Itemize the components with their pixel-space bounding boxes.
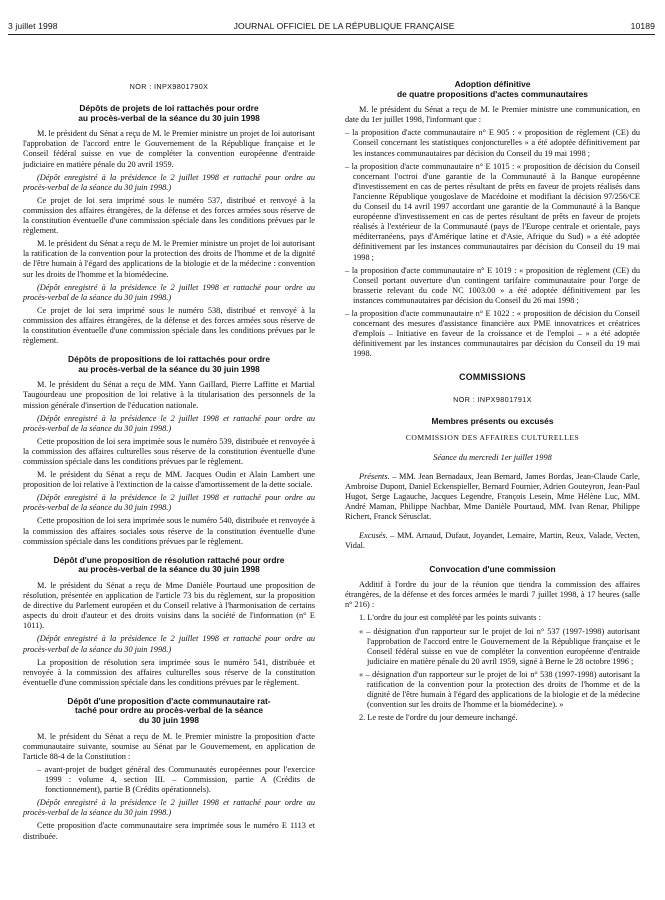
section-commissions (345, 373, 640, 551)
heading-line: du 30 juin 1998 (138, 715, 200, 726)
section-heading (345, 80, 640, 99)
heading-line: Dépôts de projets de loi rattachés pour ordre (79, 103, 259, 114)
header-title: JOURNAL OFFICIEL DE LA RÉPUBLIQUE FRANÇAISE (233, 21, 455, 31)
paragraph: Cette proposition de loi sera imprimée sous le numéro 540, distribuée et renvoyée à la commission des affaires sociales sous réserve de la constitution éventuelle d'une commission spéciale dans les conditions prévues par le règlement. (23, 516, 315, 546)
deposit-note: (Dépôt enregistré à la présidence le 2 juillet 1998 et rattaché pour ordre au procès-verbal de la séance du 30 juin 1998.) (23, 493, 315, 513)
paragraph: M. le président du Sénat a reçu de M. le Premier ministre un projet de loi autorisant l'approbation de l'accord entre le Gouvernement de la République française et le Conseil fédéral suisse en vue de compléter la convention européenne d'entraide judiciaire en matière pénale du 20 avril 1959. (23, 129, 315, 169)
paragraph: Cette proposition d'acte communautaire sera imprimée sous le numéro E 1113 et distribuée. (23, 821, 315, 841)
heading-line: Dépôt d'une proposition d'acte communautaire rat- (67, 695, 271, 706)
paragraph: M. le président du Sénat a reçu de Mme Danièle Pourtaud une proposition de résolution, présentée en application de l'article 73 bis du règlement, sur la proposition de directive du Parlement européen et du Conseil relative à l'harmonisation de certains aspects du droit d'auteur et des droits voisins dans la société de l'information (n° E 1011). (23, 580, 315, 631)
section-heading: Convocation d'une commission (429, 563, 556, 574)
paragraph: La proposition de résolution sera imprimée sous le numéro 541, distribuée et renvoyée à la commission des affaires culturelles sous réserve de la constitution éventuelle d'une commission spéciale dans les conditions prévues par le règlement. (23, 657, 315, 687)
heading-line: Adoption définitive (454, 79, 531, 89)
nor-reference: NOR : INPX9801790X (129, 82, 209, 91)
list-item: « – désignation d'un rapporteur sur le projet de loi n° 537 (1997-1998) autorisant l'approbation de l'accord entre le Gouvernement de la République française et le Conseil fédéral suisse en vue de compléter la convention européenne d'entraide judiciaire en matière pénale du 20 avril 1959, signé à Berne le 28 octobre 1996 ; (359, 626, 640, 666)
deposit-note: (Dépôt enregistré à la présidence le 2 juillet 1998 et rattaché pour ordre au procès-verbal de la séance du 30 juin 1998.) (23, 634, 315, 654)
section-convocation (345, 565, 640, 724)
deposit-note: (Dépôt enregistré à la présidence le 2 juillet 1998 et rattaché pour ordre au procès-verbal de la séance du 30 juin 1998.) (23, 413, 315, 433)
heading-line: au procès-verbal de la séance du 30 juin 1998 (78, 564, 260, 575)
section-heading (23, 104, 315, 123)
section-projets-de-loi (23, 104, 315, 346)
section-heading (23, 556, 315, 575)
header-date: 3 juillet 1998 (8, 21, 58, 31)
list-item: – avant-projet de budget général des Communautés européennes pour l'exercice 1999 : volume 4, section III. – Commission, partie A (Crédits de fonctionnement), partie B (Crédits opérationnels). (37, 764, 315, 795)
paragraph: M. le président du Sénat a reçu de MM. Yann Gaillard, Pierre Laffitte et Martial Taugourdeau une proposition de loi relative à la titularisation des personnels de la mission générale d'insertion de l'éducation nationale. (23, 380, 315, 410)
section-heading (23, 355, 315, 374)
paragraph: M. le président du Sénat a reçu de M. le Premier ministre la proposition d'acte communautaire suivante, soumise au Sénat par le Gouvernement, en application de l'article 88-4 de la Constitution : (23, 731, 315, 761)
deposit-note: (Dépôt enregistré à la présidence le 2 juillet 1998 et rattaché pour ordre au procès-verbal de la séance du 30 juin 1998.) (23, 172, 315, 192)
deposit-note: (Dépôt enregistré à la présidence le 2 juillet 1998 et rattaché pour ordre au procès-verbal de la séance du 30 juin 1998.) (23, 282, 315, 302)
paragraph: 1. L'ordre du jour est complété par les points suivants : (359, 613, 541, 623)
paragraph: Additif à l'ordre du jour de la réunion que tiendra la commission des affaires étrangères, de la défense et des forces armées le mardi 7 juillet 1998, à 17 heures (salle n° 216) : (345, 580, 640, 610)
presents-paragraph (345, 472, 640, 522)
heading-line: au procès-verbal de la séance du 30 juin 1998 (78, 363, 260, 374)
paragraph: M. le président du Sénat a reçu de M. le Premier ministre une communication, en date du 1er juillet 1998, l'informant que : (345, 105, 640, 125)
heading-line: taché pour ordre au procès-verbal de la séance (74, 705, 264, 716)
nor-reference: NOR : INPX9801791X (453, 395, 532, 405)
section-proposition-de-resolution (23, 556, 315, 688)
section-heading (23, 697, 315, 726)
section-propositions-de-loi (23, 355, 315, 547)
list-item: – la proposition d'acte communautaire n° E 1019 : « proposition de règlement (CE) du Conseil portant ouverture d'un contingent tarifaire communautaire pour l'orge de brasserie relevant du code NC 1003.00 » a été adoptée définitivement par les instances communautaires par décision du Conseil du 26 mai 1998 ; (345, 265, 640, 305)
header-rule (8, 34, 655, 35)
heading-line: au procès-verbal de la séance du 30 juin 1998 (78, 112, 260, 123)
list-item: – la proposition d'acte communautaire n° E 1022 : « proposition de décision du Conseil concernant des mesures d'assistance financière aux PME innovatrices et créatrices d'emplois – Initiative en faveur de la croissance et de l'emploi – » a été adoptée définitivement par les instances communautaires par décision du Conseil du 19 mai 1998. (345, 308, 640, 359)
excuses-list: – MM. Arnaud, Dufaut, Joyandet, Lemaire, Martin, Reux, Valade, Vecten, Vidal. (345, 531, 640, 551)
section-adoption-definitive (345, 80, 640, 359)
paragraph: Cette proposition de loi sera imprimée sous le numéro 539, distribuée et renvoyée à la commission des affaires culturelles sous réserve de la constitution éventuelle d'une commission spéciale dans les conditions prévues par le règlement. (23, 436, 315, 466)
list-item: – la proposition d'acte communautaire n° E 1015 : « proposition de décision du Conseil concernant l'octroi d'une garantie de la Communauté à la Banque européenne d'investissement en cas de pertes résultant de prêts en faveur de projets réalisés dans l'ancienne République yougoslave de Macédoine et modifiant la décision 97/256/CE du Conseil du 14 avril 1997 accordant une garantie de la Communauté à la Banque européenne d'investissement en cas de pertes résultant de prêts en faveur de projets réalisés à l'extérieur de la Communauté (pays de l'Europe centrale et orientale, pays méditerranéens, pays d'Amérique latine et d'Asie, Afrique du Sud) » a été adoptée définitivement par les instances communautaires par décision du Conseil du 19 mai 1998 ; (345, 161, 640, 262)
paragraph: Ce projet de loi sera imprimé sous le numéro 537, distribué et renvoyé à la commission des affaires étrangères, de la défense et des forces armées sous réserve de la constitution éventuelle d'une commission spéciale dans les conditions prévues par le règlement. (23, 195, 315, 236)
paragraph: 2. Le reste de l'ordre du jour demeure inchangé. (359, 713, 518, 723)
paragraph: M. le président du Sénat a reçu de MM. Jacques Oudin et Alain Lambert une proposition de loi relative à l'extinction de la caisse d'amortissement de la dette sociale. (23, 470, 315, 490)
members-heading: Membres présents ou excusés (431, 416, 554, 427)
excuses-paragraph (345, 531, 640, 551)
excuses-label: Excusés. (359, 531, 388, 541)
header-page-number: 10189 (630, 21, 655, 31)
list-item: « – désignation d'un rapporteur sur le projet de loi n° 538 (1997-1998) autorisant la ratification de la convention pour la protection des droits de l'homme et de la dignité de l'être humain à l'égard des applications de la biologie et de la médecine (convention sur les droits de l'homme et la biomédecine). » (359, 669, 640, 710)
heading-line: de quatre propositions d'actes communautaires (397, 88, 588, 99)
heading-line: Dépôt d'une proposition de résolution rattaché pour ordre (53, 554, 285, 565)
paragraph: M. le président du Sénat a reçu de M. le Premier ministre un projet de loi autorisant la ratification de la convention pour la protection des droits de l'homme et de la dignité de l'être humain à l'égard des applications de la biologie et de la médecine : convention sur les droits de l'homme et la biomédecine. (23, 239, 315, 279)
commissions-heading: COMMISSIONS (459, 372, 526, 383)
list-item: – la proposition d'acte communautaire n° E 905 : « proposition de règlement (CE) du Conseil concernant les statistiques conjoncturelles » a été adoptée définitivement par les instances communautaires par décision du Conseil du 19 mai 1998 ; (345, 128, 640, 158)
seance-date: Séance du mercredi 1er juillet 1998 (433, 452, 552, 462)
right-column (345, 80, 640, 726)
heading-line: Dépôts de propositions de loi rattachés pour ordre (68, 354, 270, 365)
deposit-note: (Dépôt enregistré à la présidence le 2 juillet 1998 et rattaché pour ordre au procès-verbal de la séance du 30 juin 1998.) (23, 798, 315, 818)
section-acte-communautaire (23, 697, 315, 842)
page-header (8, 18, 655, 34)
left-column (23, 82, 315, 845)
presents-label: Présents. (359, 471, 390, 481)
presents-list: – MM. Jean Bernadaux, Jean Bernard, James Bordas, Jean-Claude Carle, Ambroise Dupont, Daniel Eckenspieller, Bernard Fournier, Adrien Gouteyron, Jean-Paul Hugot, Serge Lagauche, Jacques Legendre, François Lesein, Mme Hélène Luc, MM. André Maman, Philippe Nachbar, Mme Danièle Pourtaud, MM. Ivan Renar, Philippe Richert, Franck Sérusclat. (345, 471, 640, 522)
paragraph: Ce projet de loi sera imprimé sous le numéro 538, distribué et renvoyé à la commission des affaires étrangères, de la défense et des forces armées sous réserve de la constitution éventuelle d'une commission spéciale dans les conditions prévues par le règlement. (23, 305, 315, 346)
commission-name: COMMISSION DES AFFAIRES CULTURELLES (405, 432, 580, 442)
